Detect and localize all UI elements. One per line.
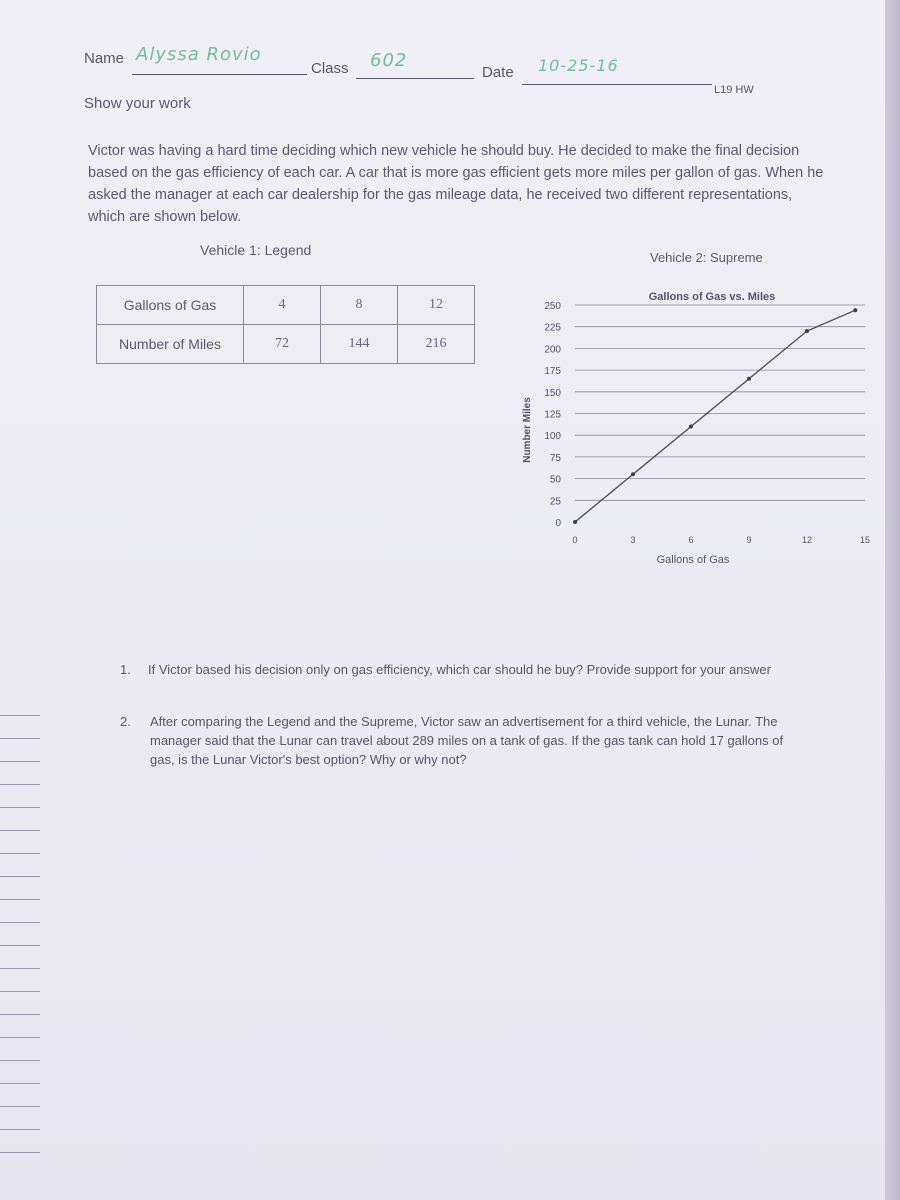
table-row <box>97 286 475 325</box>
class-underline <box>356 78 474 79</box>
vehicle1-title: Vehicle 1: Legend <box>200 242 312 258</box>
class-value: 602 <box>370 50 408 71</box>
x-tick-label: 0 <box>572 535 578 545</box>
question-1 <box>148 660 771 679</box>
question-line: gas, is the Lunar Victor's best option? Why or why not? <box>150 752 467 767</box>
data-point <box>805 329 809 333</box>
instruction-text: Show your work <box>84 95 191 112</box>
y-tick-label: 225 <box>544 322 561 334</box>
y-tick-label: 0 <box>555 518 561 529</box>
table-cell: 8 <box>321 286 398 325</box>
chart-title: Gallons of Gas vs. Miles <box>648 291 776 303</box>
table-cell: 216 <box>398 325 475 364</box>
name-underline <box>132 74 307 75</box>
y-tick-label: 75 <box>549 452 561 464</box>
notebook-margin-lines <box>0 715 40 1185</box>
data-point <box>689 425 693 429</box>
table-row <box>97 325 475 364</box>
date-underline <box>522 84 712 85</box>
name-value: Alyssa Rovio <box>136 44 262 65</box>
x-tick-label: 3 <box>630 535 636 545</box>
series-line <box>575 310 855 522</box>
table-cell: 12 <box>398 286 475 325</box>
y-tick-label: 200 <box>544 344 561 356</box>
question-number: 1. <box>120 662 131 677</box>
x-tick-label: 6 <box>688 535 694 545</box>
data-point <box>631 472 635 476</box>
y-tick-label: 150 <box>544 387 561 399</box>
question-line: If Victor based his decision only on gas efficiency, which car should he buy? Provide support for your answer <box>148 662 771 677</box>
y-axis-label: Number Miles <box>522 397 533 463</box>
table-row-header: Number of Miles <box>97 325 244 364</box>
x-tick-label: 15 <box>859 535 871 545</box>
question-number: 2. <box>120 714 131 729</box>
intro-paragraph <box>88 140 848 228</box>
intro-line: based on the gas efficiency of each car. A car that is more gas efficient gets more miles per gallon of gas. When he <box>88 165 824 181</box>
y-tick-label: 250 <box>544 301 561 312</box>
vehicle1-table <box>96 285 475 364</box>
table-cell: 4 <box>244 286 321 325</box>
table-cell: 144 <box>321 325 398 364</box>
y-tick-label: 125 <box>544 409 561 421</box>
question-line: After comparing the Legend and the Supreme, Victor saw an advertisement for a third vehicle, the Lunar. The <box>150 714 778 729</box>
hw-code: L19 HW <box>714 84 754 96</box>
data-point <box>853 308 857 312</box>
x-axis-label: Gallons of Gas <box>656 554 730 566</box>
question-2-number <box>120 712 131 731</box>
y-tick-label: 100 <box>544 431 561 443</box>
question-1-number <box>120 660 131 679</box>
y-tick-label: 25 <box>549 496 561 508</box>
date-value: 10-25-16 <box>538 56 619 75</box>
table-cell: 72 <box>244 325 321 364</box>
name-label: Name <box>84 50 125 67</box>
intro-line: Victor was having a hard time deciding which new vehicle he should buy. He decided to make the final decision <box>88 143 800 159</box>
page-edge <box>885 0 900 1200</box>
x-tick-label: 12 <box>801 535 813 545</box>
x-tick-label: 9 <box>746 535 752 545</box>
date-label: Date <box>482 64 514 81</box>
table-row-header: Gallons of Gas <box>97 286 244 325</box>
y-tick-label: 175 <box>544 366 561 378</box>
vehicle2-title: Vehicle 2: Supreme <box>650 250 763 265</box>
data-point <box>573 520 577 524</box>
supreme-chart <box>505 280 880 580</box>
data-point <box>747 377 751 381</box>
question-line: manager said that the Lunar can travel about 289 miles on a tank of gas. If the gas tank can hold 17 gallons of <box>150 733 784 748</box>
question-2 <box>150 712 783 769</box>
y-tick-label: 50 <box>549 474 561 486</box>
class-label: Class <box>311 60 349 77</box>
intro-line: asked the manager at each car dealership for the gas mileage data, he received two different representations, <box>88 187 793 203</box>
intro-line: which are shown below. <box>88 209 242 225</box>
